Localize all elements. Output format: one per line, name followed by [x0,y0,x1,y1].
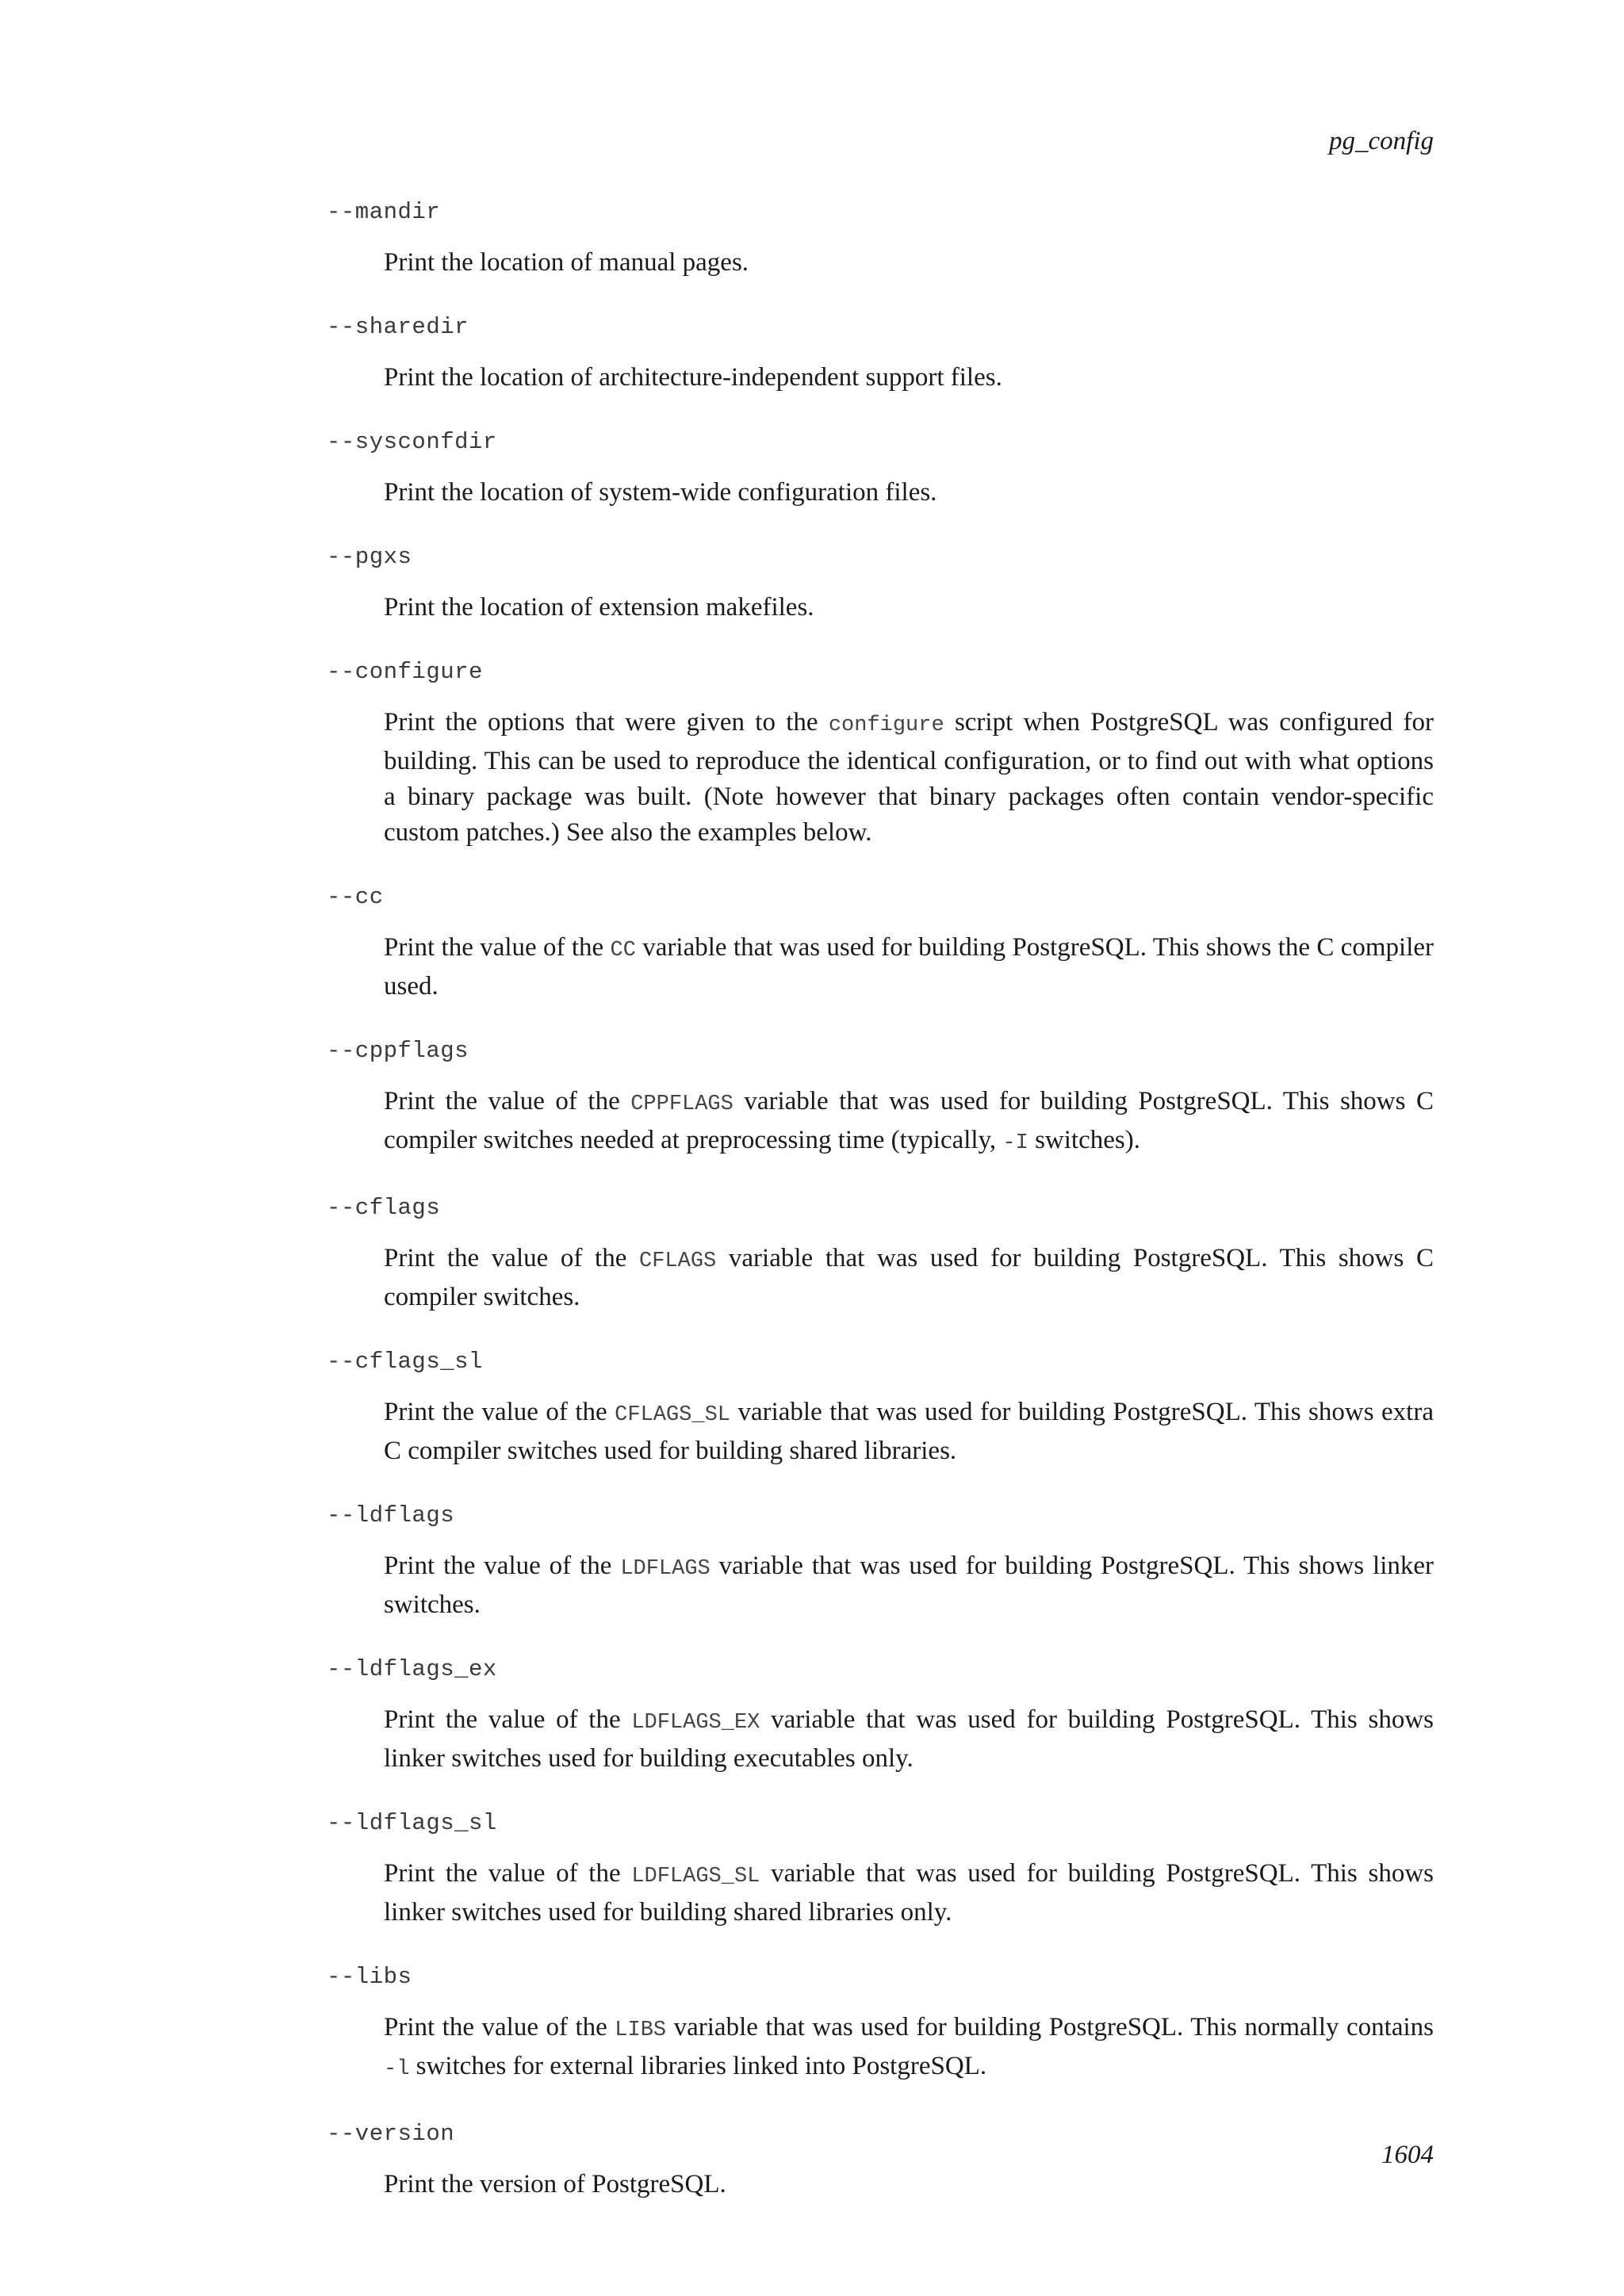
option-description: Print the location of architecture-independent support files. [384,363,1002,392]
option-entry-pgxs [327,541,1434,626]
option-term: --cflags [327,1195,441,1221]
option-entry-ldflags [327,1499,1434,1623]
option-entry-cppflags [327,1035,1434,1161]
option-term: --sysconfdir [327,429,497,455]
inline-code: -l [384,2057,410,2081]
option-description: Print the options that were given to the configure script when PostgreSQL was configured for building. This can be used to reproduce the identical configuration, or to find out with what options a binary package was built. (Note however that binary packages often contain vendor-specific custom patches.) See also the examples below. [384,708,1434,847]
inline-code: LDFLAGS_EX [631,1711,760,1735]
option-term: --ldflags_ex [327,1656,497,1682]
option-entry-mandir [327,196,1434,281]
option-entry-cflags-sl [327,1345,1434,1469]
option-description: Print the value of the CFLAGS_SL variable that was used for building PostgreSQL. This shows extra C compiler switches used for building shared libraries. [384,1398,1434,1465]
option-description: Print the value of the LDFLAGS_EX variable that was used for building PostgreSQL. This shows linker switches used for building executables only. [384,1705,1434,1773]
inline-code: CPPFLAGS [630,1093,733,1116]
option-entry-ldflags-sl [327,1807,1434,1931]
option-entry-version [327,2118,1434,2202]
option-term: --version [327,2121,455,2147]
option-description: Print the value of the CFLAGS variable that was used for building PostgreSQL. This shows C compiler switches. [384,1244,1434,1311]
option-description: Print the value of the LDFLAGS variable that was used for building PostgreSQL. This shows linker switches. [384,1552,1434,1619]
inline-code: LIBS [615,2019,667,2042]
option-description: Print the value of the CPPFLAGS variable that was used for building PostgreSQL. This shows C compiler switches needed at preprocessing time (typically, -I switches). [384,1087,1434,1155]
inline-code: LDFLAGS [620,1557,710,1581]
inline-code: -I [1002,1131,1028,1155]
option-term: --libs [327,1964,412,1990]
option-term: --cppflags [327,1038,469,1064]
option-entry-ldflags-ex [327,1653,1434,1777]
option-term: --cc [327,884,384,910]
option-list [327,196,1434,2233]
inline-code: configure [828,714,944,737]
option-entry-cflags [327,1192,1434,1315]
option-description: Print the value of the LDFLAGS_SL variable that was used for building PostgreSQL. This shows linker switches used for building shared libraries only. [384,1859,1434,1927]
option-description: Print the value of the CC variable that was used for building PostgreSQL. This shows the C compiler used. [384,933,1434,1001]
option-term: --ldflags [327,1502,455,1529]
option-description: Print the version of PostgreSQL. [384,2170,726,2198]
option-term: --sharedir [327,314,469,340]
option-term: --mandir [327,199,441,225]
option-entry-libs [327,1961,1434,2087]
inline-code: CFLAGS [639,1249,717,1273]
option-description: Print the location of system-wide configuration files. [384,478,937,507]
running-header: pg_config [1329,127,1434,155]
inline-code: CC [610,939,636,962]
option-entry-sysconfdir [327,426,1434,511]
option-entry-configure [327,656,1434,851]
option-term: --cflags_sl [327,1349,483,1375]
option-description: Print the location of manual pages. [384,248,749,277]
page-number: 1604 [1381,2141,1434,2169]
option-entry-sharedir [327,311,1434,396]
option-description: Print the location of extension makefiles. [384,593,814,622]
option-description: Print the value of the LIBS variable that was used for building PostgreSQL. This normally contains -l switches for external libraries linked into PostgreSQL. [384,2013,1434,2081]
inline-code: CFLAGS_SL [615,1403,730,1427]
option-term: --ldflags_sl [327,1810,497,1836]
option-term: --pgxs [327,544,412,570]
option-term: --configure [327,659,483,685]
option-entry-cc [327,881,1434,1004]
inline-code: LDFLAGS_SL [631,1865,760,1888]
